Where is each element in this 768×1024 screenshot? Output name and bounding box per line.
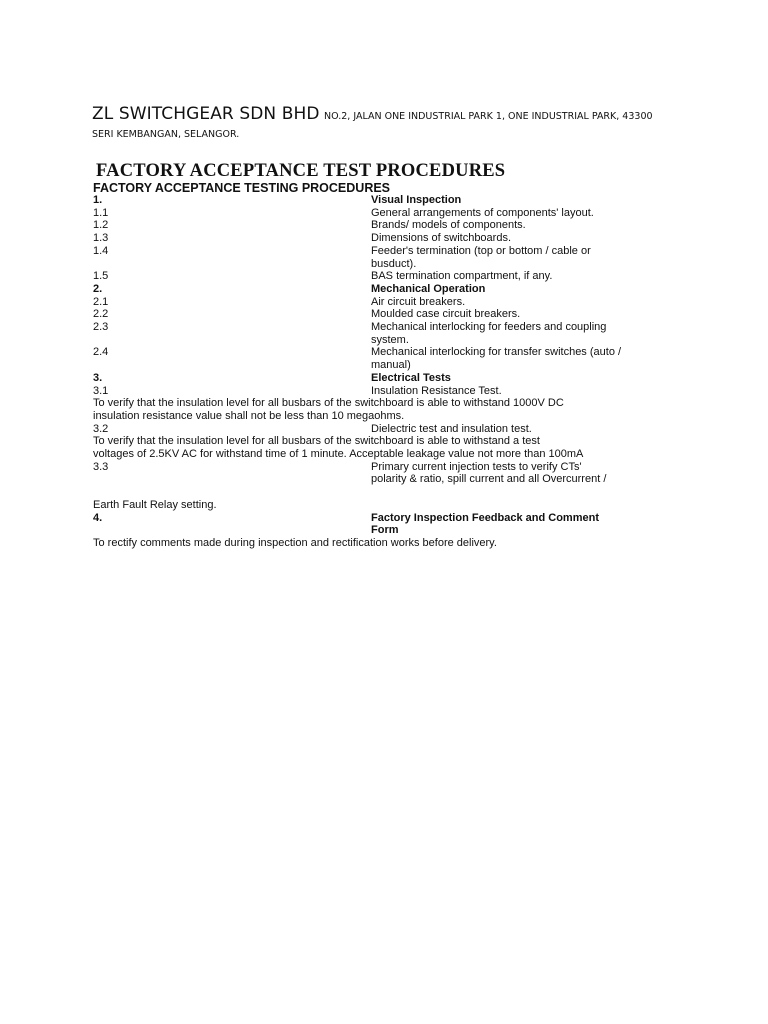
section-heading: [93, 283, 653, 296]
item-text: Primary current injection tests to verify CTs': [371, 460, 582, 473]
section-heading: [93, 194, 653, 207]
item-number: 1.1: [93, 206, 109, 219]
company-address-line1: NO.2, JALAN ONE INDUSTRIAL PARK 1, ONE INDUSTRIAL PARK, 43300: [324, 111, 653, 122]
item-text: system.: [371, 333, 409, 346]
section-title: Visual Inspection: [371, 194, 462, 206]
section-title: Factory Inspection Feedback and Comment: [371, 511, 599, 524]
list-item: [93, 245, 653, 258]
item-text: Feeder's termination (top or bottom / cable or: [371, 244, 591, 257]
item-paragraph: To verify that the insulation level for all busbars of the switchboard is able to withstand 1000V DC: [93, 397, 564, 410]
item-paragraph: To rectify comments made during inspection and rectification works before delivery.: [93, 536, 497, 549]
list-item: [93, 385, 653, 398]
list-item: [93, 207, 653, 220]
section-title: Form: [371, 524, 399, 537]
item-paragraph: Earth Fault Relay setting.: [93, 498, 217, 511]
item-number: 1.5: [93, 270, 109, 283]
item-text: busduct).: [371, 257, 417, 270]
company-header: [92, 104, 732, 140]
item-text: polarity & ratio, spill current and all Overcurrent /: [371, 473, 607, 486]
item-number: 3.2: [93, 422, 109, 435]
list-item: [93, 346, 653, 359]
list-item: [93, 219, 653, 232]
item-number: 2.3: [93, 321, 109, 334]
item-text: Dimensions of switchboards.: [371, 232, 512, 245]
item-number: 3.3: [93, 460, 109, 473]
item-number: 1.3: [93, 232, 109, 245]
item-number: 1.4: [93, 244, 109, 257]
procedure-list: [93, 194, 653, 550]
item-text: BAS termination compartment, if any.: [371, 270, 553, 283]
item-text: Insulation Resistance Test.: [371, 384, 502, 397]
list-item: [93, 232, 653, 245]
item-number: 2.4: [93, 346, 109, 359]
item-paragraph: voltages of 2.5KV AC for withstand time of 1 minute. Acceptable leakage value not more than 100mA: [93, 448, 584, 461]
item-number: 2.1: [93, 295, 109, 308]
list-item: [93, 423, 653, 436]
company-name: ZL SWITCHGEAR SDN BHD: [92, 104, 320, 124]
item-paragraph: insulation resistance value shall not be less than 10 megaohms.: [93, 409, 405, 422]
item-number: 3.1: [93, 384, 109, 397]
list-item: [93, 308, 653, 321]
list-item-continuation: [93, 334, 653, 347]
section-number: 3.: [93, 371, 103, 384]
item-text: Dielectric test and insulation test.: [371, 422, 532, 435]
item-text: Mechanical interlocking for transfer switches (auto /: [371, 346, 622, 359]
item-number: 1.2: [93, 219, 109, 232]
section-title: Mechanical Operation: [371, 282, 486, 295]
company-address-line2: SERI KEMBANGAN, SELANGOR.: [92, 129, 240, 140]
list-item: [93, 461, 653, 474]
list-item-continuation: [93, 473, 653, 486]
list-item: [93, 321, 653, 334]
document-subtitle: FACTORY ACCEPTANCE TESTING PROCEDURES: [93, 181, 391, 195]
list-item: [93, 270, 653, 283]
item-text: General arrangements of components' layout.: [371, 206, 594, 219]
list-item-continuation: [93, 359, 653, 372]
section-heading: [93, 372, 653, 385]
section-number: 2.: [93, 282, 103, 295]
item-text: manual): [371, 359, 411, 372]
item-text: Moulded case circuit breakers.: [371, 308, 521, 321]
section-heading: [93, 512, 653, 525]
list-item: [93, 296, 653, 309]
item-number: 2.2: [93, 308, 109, 321]
section-number: 4.: [93, 511, 103, 524]
item-text: Brands/ models of components.: [371, 219, 526, 232]
section-title: Electrical Tests: [371, 371, 451, 384]
list-item-continuation: [93, 258, 653, 271]
item-text: Air circuit breakers.: [371, 295, 466, 308]
section-number: 1.: [93, 194, 103, 206]
item-paragraph: To verify that the insulation level for all busbars of the switchboard is able to withstand a test: [93, 435, 540, 448]
item-text: Mechanical interlocking for feeders and coupling: [371, 321, 607, 334]
document-title: FACTORY ACCEPTANCE TEST PROCEDURES: [96, 161, 506, 181]
section-heading-continuation: [93, 524, 653, 537]
